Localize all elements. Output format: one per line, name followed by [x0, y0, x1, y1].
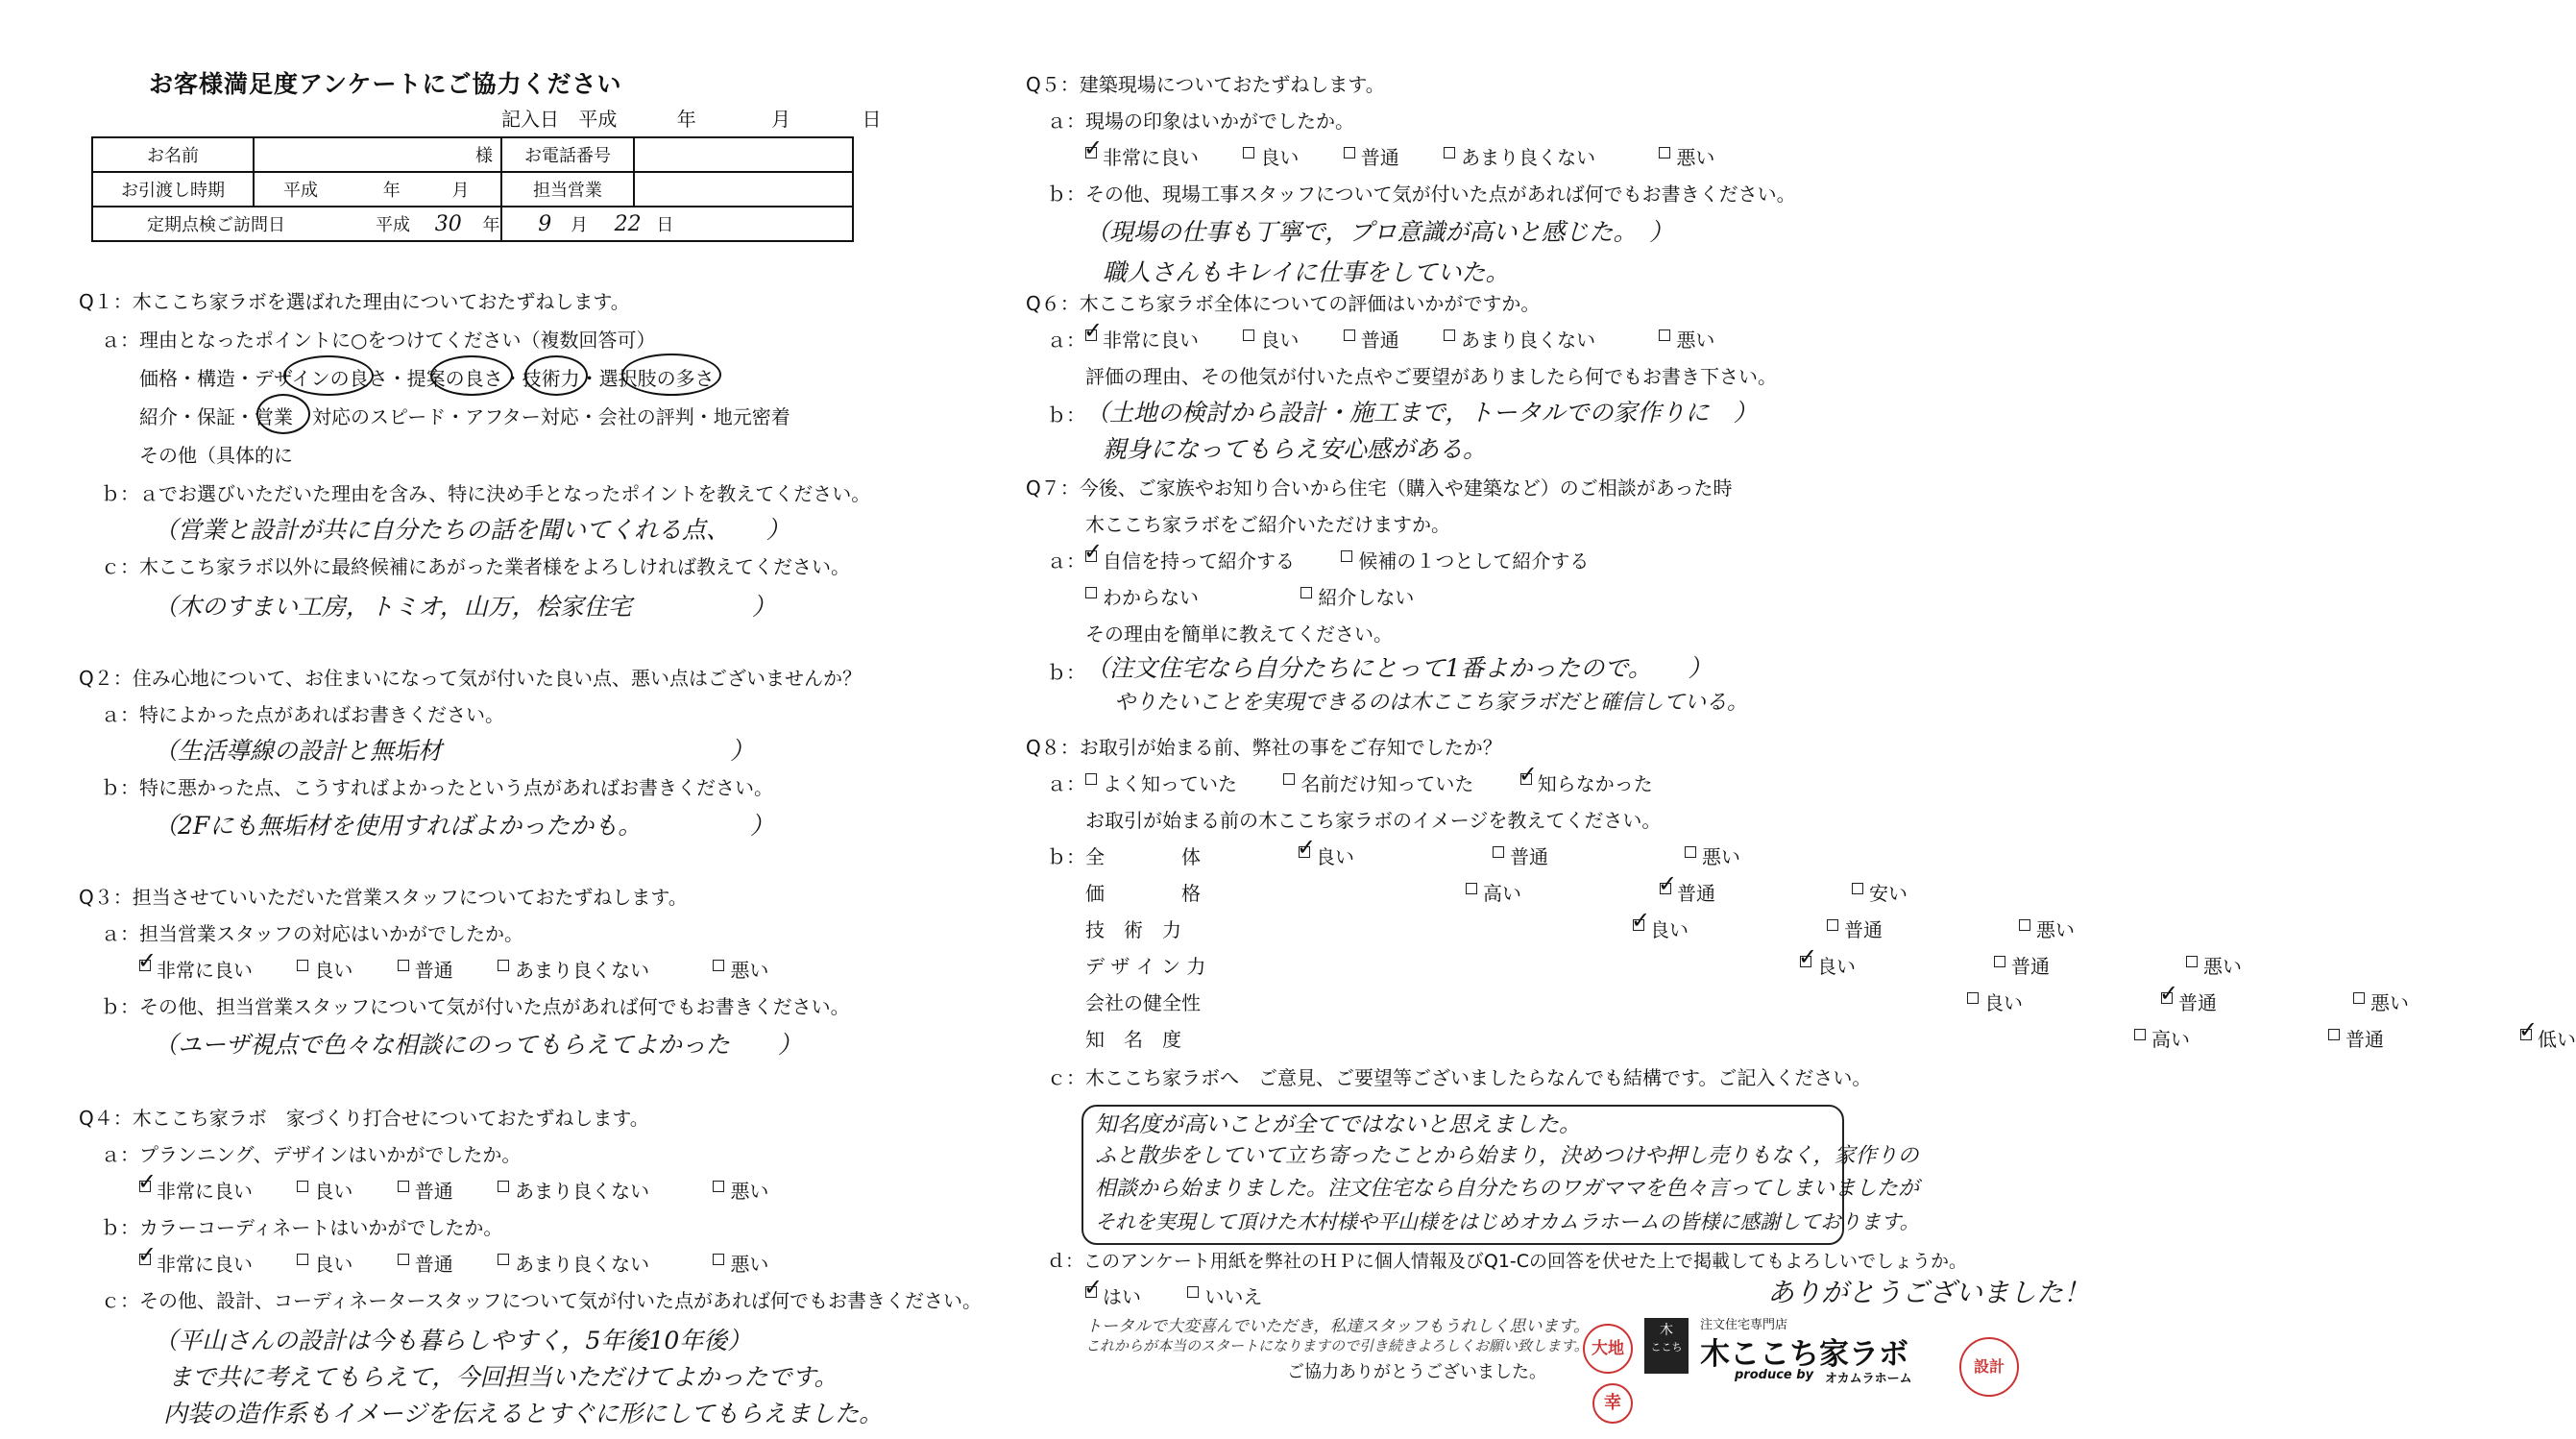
circle-mark-choices: [621, 354, 721, 396]
q8-c-prompt: ｃ：木ここち家ラボへ ご意見、ご要望等ございましたらなんでも結構です。ご記入ください。: [1047, 1066, 1872, 1089]
q6-b-prefix: ｂ：: [1047, 403, 1085, 427]
q2-a-answer: （生活導線の設計と無垢材 ）: [154, 737, 755, 765]
q4-c-answer-line2: まで共に考えてもらえて，今回担当いただけてよかったです。: [168, 1363, 838, 1391]
q8-row-label: 会社の健全性: [1085, 991, 1201, 1014]
q6-opt-good[interactable]: 良い: [1243, 325, 1299, 353]
q8-row-option[interactable]: 良い ✓: [1800, 951, 1856, 979]
q3-b-prompt: ｂ：その他、担当営業スタッフについて気が付いた点があれば何でもお書きください。: [101, 995, 850, 1018]
date-label: 記入日: [501, 108, 559, 131]
q4a-opt-bad[interactable]: 悪い: [713, 1176, 768, 1204]
q8-row-option[interactable]: 悪い: [2019, 915, 2075, 942]
date-month: 月: [771, 108, 791, 131]
q4a-opt-not-good[interactable]: あまり良くない: [498, 1176, 649, 1204]
q4-b-rating-options: [139, 1249, 768, 1277]
q8d-opt-yes[interactable]: はい ✓: [1085, 1281, 1141, 1309]
q8-c-answer-line2: ふと散歩をしていて立ち寄ったことから始まり，決めつけや押し売りもなく，家作りの: [1095, 1144, 1919, 1168]
q7-question-line1: Q７：今後、ご家族やお知り合いから住宅（購入や建築など）のご相談があった時: [1026, 476, 1733, 500]
name-label: お名前: [92, 137, 254, 172]
inspection-label: 定期点検ご訪問日: [147, 215, 285, 235]
q5-opt-very-good[interactable]: 非常に良い ✓: [1085, 142, 1199, 170]
q4-c-prompt: ｃ：その他、設計、コーディネータースタッフについて気が付いた点があれば何でもお書きください。: [101, 1289, 982, 1312]
q7-options-row1: [1085, 546, 1589, 573]
q8-row-option[interactable]: 普通 ✓: [1660, 878, 1715, 906]
q8-row-option[interactable]: 良い ✓: [1633, 915, 1689, 942]
q8-row-option[interactable]: 高い: [2134, 1024, 2190, 1052]
q3-opt-very-good[interactable]: 非常に良い ✓: [139, 955, 253, 983]
q2-a-prompt: ａ：特によかった点があればお書きください。: [101, 703, 504, 726]
q1-b-prompt: ｂ：ａでお選びいただいた理由を含み、特に決め手となったポイントを教えてください。: [101, 482, 871, 505]
q2-b-answer: （2Fにも無垢材を使用すればよかったかも。 ）: [154, 812, 774, 840]
q5-opt-not-good[interactable]: あまり良くない: [1444, 142, 1595, 170]
q8-row-label: 全 体: [1085, 845, 1201, 868]
q5-b-answer-line2: 職人さんもキレイに仕事をしていた。: [1103, 258, 1510, 286]
q4b-opt-normal[interactable]: 普通: [398, 1249, 453, 1277]
q2-b-prompt: ｂ：特に悪かった点、こうすればよかったという点があればお書きください。: [101, 776, 773, 799]
q4b-opt-very-good[interactable]: 非常に良い ✓: [139, 1249, 253, 1277]
q5-opt-bad[interactable]: 悪い: [1659, 142, 1714, 170]
q8-question: Q８：お取引が始まる前、弊社の事をご存知でしたか？: [1026, 736, 1502, 759]
q7-opt-unknown[interactable]: わからない: [1085, 582, 1199, 610]
q8-b-prefix: ｂ：: [1047, 845, 1085, 868]
q7-question-line2: 木ここち家ラボをご紹介いただけますか。: [1085, 513, 1450, 536]
inspection-day-value: 22: [614, 212, 642, 236]
q7-opt-no[interactable]: 紹介しない: [1300, 582, 1414, 610]
q5-question: Q５：建築現場についておたずねします。: [1026, 73, 1385, 96]
stamp-sekkei: 設計: [1959, 1337, 2019, 1397]
q4-a-rating-options: [139, 1176, 768, 1204]
q8-row-label: 技 術 力: [1085, 918, 1181, 941]
q4a-opt-good[interactable]: 良い: [297, 1176, 352, 1204]
inspection-row: [92, 207, 501, 241]
name-field: 様: [254, 137, 501, 172]
q5-opt-good[interactable]: 良い: [1243, 142, 1299, 170]
q6-reason-prompt: 評価の理由、その他気が付いた点やご要望がありましたら何でもお書き下さい。: [1085, 365, 1777, 388]
q8-row-label: デ ザ イ ン 力: [1085, 955, 1206, 978]
q3-a-prompt: ａ：担当営業スタッフの対応はいかがでしたか。: [101, 922, 523, 945]
q8-d-options: [1085, 1281, 1262, 1309]
staff-reply-line3: ご協力ありがとうございました。: [1287, 1362, 1546, 1382]
q7-b-answer-line1: （注文住宅なら自分たちにとって1番よかったので。 ）: [1085, 654, 1713, 682]
q6-opt-normal[interactable]: 普通: [1344, 325, 1399, 353]
circle-mark-sales: [256, 394, 310, 434]
q8-row-option[interactable]: 悪い: [1685, 841, 1740, 869]
q6-opt-not-good[interactable]: あまり良くない: [1444, 325, 1595, 353]
logo-company: オカムラホーム: [1825, 1372, 1912, 1386]
date-year: 年: [676, 108, 696, 131]
q3-rating-options: [139, 955, 768, 983]
inspection-month-value: 9: [538, 212, 552, 236]
q7-a-prefix: ａ：: [1047, 549, 1085, 573]
q8-c-answer-line3: 相談から始まりました。注文住宅なら自分たちのワガママを色々言ってしまいましたが: [1095, 1177, 1920, 1201]
staff-reply-line1: トータルで大変喜んでいただき，私達スタッフもうれしく思います。: [1085, 1317, 1590, 1336]
q1-a-prompt: ａ：理由となったポイントに○をつけてください（複数回答可）: [101, 329, 656, 352]
circle-mark-tech: [524, 355, 588, 396]
date-era: 平成: [578, 108, 618, 131]
q4b-opt-good[interactable]: 良い: [297, 1249, 352, 1277]
q1-b-answer: （営業と設計が共に自分たちの話を聞いてくれる点、 ）: [154, 516, 790, 544]
logo-name: 木ここち家ラボ: [1700, 1337, 1908, 1372]
staff-reply-line2: これからが本当のスタートになりますので引き続きよろしくお願い致します。: [1085, 1337, 1589, 1354]
q8-row-option[interactable]: 普通: [1493, 841, 1548, 869]
q8-row-label: 知 名 度: [1085, 1028, 1181, 1051]
handover-field: 平成 年 月: [254, 172, 501, 207]
q8-a-prefix: ａ：: [1047, 772, 1085, 795]
q4-a-prompt: ａ：プランニング、デザインはいかがでしたか。: [101, 1143, 522, 1166]
q8-d-handwritten-thanks: ありがとうございました！: [1767, 1277, 2091, 1308]
q8-row-option[interactable]: 普通 ✓: [2161, 988, 2217, 1015]
stamp-daichi: 大地: [1583, 1324, 1633, 1374]
inspection-year-value: 30: [434, 212, 462, 236]
q6-rating-options: [1085, 325, 1714, 353]
q4-question: Q４：木ここち家ラボ 家づくり打合せについておたずねします。: [79, 1107, 649, 1130]
q3-opt-not-good[interactable]: あまり良くない: [498, 955, 649, 983]
q4b-opt-not-good[interactable]: あまり良くない: [498, 1249, 649, 1277]
q8a-opt-name-only[interactable]: 名前だけ知っていた: [1283, 768, 1473, 796]
q1-c-prompt: ｃ：木ここち家ラボ以外に最終候補にあがった業者様をよろしければ教えてください。: [101, 555, 850, 578]
q5-b-prompt: ｂ：その他、現場工事スタッフについて気が付いた点があれば何でもお書きください。: [1047, 183, 1796, 206]
q6-question: Q６：木ここち家ラボ全体についての評価はいかがですか。: [1026, 292, 1541, 315]
q8-row-option[interactable]: 安い: [1852, 878, 1908, 906]
q5-a-prompt: ａ：現場の印象はいかがでしたか。: [1047, 110, 1354, 133]
q7-b-prefix: ｂ：: [1047, 661, 1085, 684]
q1-options-line3: その他（具体的に: [139, 444, 293, 467]
q4-b-prompt: ｂ：カラーコーディネートはいかがでしたか。: [101, 1216, 503, 1239]
q6-b-answer-line2: 親身になってもらえ安心感がある。: [1103, 435, 1488, 463]
q8a-opt-well-known[interactable]: よく知っていた: [1085, 768, 1237, 796]
date-line: [501, 104, 881, 132]
q8-row-option[interactable]: 良い ✓: [1299, 841, 1354, 869]
circle-mark-design: [283, 355, 374, 396]
q8-row-option[interactable]: 悪い: [2186, 951, 2242, 979]
q5-opt-normal[interactable]: 普通: [1344, 142, 1399, 170]
q4-c-answer-line3: 内装の造作系もイメージを伝えるとすぐに形にしてもらえました。: [163, 1400, 884, 1427]
q8-row-option[interactable]: 悪い: [2353, 988, 2409, 1015]
q8-row-option[interactable]: 良い: [1967, 988, 2023, 1015]
q7-b-answer-line2: やりたいことを実現できるのは木ここち家ラボだと確信している。: [1114, 691, 1749, 715]
q7-opt-candidate[interactable]: 候補の１つとして紹介する: [1341, 546, 1589, 573]
inspection-date: 平成 30 年 9 月 22 日: [501, 207, 853, 241]
q7-options-row2: [1085, 582, 1414, 610]
q3-opt-bad[interactable]: 悪い: [713, 955, 768, 983]
q2-question: Q２：住み心地について、お住まいになって気が付いた良い点、悪い点はございませんか？: [79, 667, 862, 690]
stamp-sachi: 幸: [1592, 1383, 1633, 1424]
q4a-opt-very-good[interactable]: 非常に良い ✓: [139, 1176, 253, 1204]
q8-row-option[interactable]: 普通: [1827, 915, 1883, 942]
q8-row-option[interactable]: 普通: [1994, 951, 2050, 979]
q8-c-answer-line4: それを実現して頂けた木村様や平山様をはじめオカムラホームの皆様に感謝しております。: [1095, 1210, 1920, 1233]
phone-field: [634, 137, 853, 172]
q8-d-prompt: ｄ：このアンケート用紙を弊社のＨＰに個人情報及びQ1-Cの回答を伏せた上で掲載してもよろしいでしょうか。: [1047, 1251, 1968, 1272]
q3-opt-normal[interactable]: 普通: [398, 955, 453, 983]
q8-row-label: 価 格: [1085, 882, 1201, 905]
q1-question: Q１：木ここち家ラボを選ばれた理由についておたずねします。: [79, 290, 630, 313]
brand-mark-icon: 木 ここち: [1644, 1318, 1689, 1374]
q5-rating-options: [1085, 142, 1714, 170]
sales-field: [634, 172, 853, 207]
q1-c-answer: （木のすまい工房，トミオ，山万，桧家住宅 ）: [154, 593, 776, 621]
q7-b-prompt: その理由を簡単に教えてください。: [1085, 622, 1393, 646]
q8-c-answer-line1: 知名度が高いことが全てではないと思えました。: [1095, 1112, 1581, 1137]
q7-opt-confident[interactable]: 自信を持って紹介する ✓: [1085, 546, 1295, 573]
q4b-opt-bad[interactable]: 悪い: [713, 1249, 768, 1277]
q8-row-option[interactable]: 低い ✓: [2520, 1024, 2576, 1052]
q8-row-option[interactable]: 高い: [1466, 878, 1521, 906]
q8-a-options: [1085, 768, 1653, 796]
sales-label: 担当営業: [501, 172, 634, 207]
logo-produce-by: produce by: [1735, 1368, 1814, 1382]
q1-options-line2: 紹介・保証・営業 対応のスピード・アフター対応・会社の評判・地元密着: [139, 405, 790, 428]
q4-c-answer-line1: （平山さんの設計は今も暮らしやすく，5年後10年後）: [154, 1327, 752, 1354]
q8-b-prompt: お取引が始まる前の木ここち家ラボのイメージを教えてください。: [1085, 809, 1662, 832]
q3-opt-good[interactable]: 良い: [297, 955, 352, 983]
q8a-opt-unknown[interactable]: 知らなかった ✓: [1520, 768, 1653, 796]
q8d-opt-no[interactable]: いいえ: [1187, 1281, 1262, 1309]
handover-label: お引渡し時期: [92, 172, 254, 207]
customer-info-table: [91, 136, 854, 242]
q3-b-answer: （ユーザ視点で色々な相談にのってもらえてよかった ）: [154, 1031, 802, 1059]
q8-row-option[interactable]: 普通: [2328, 1024, 2384, 1052]
date-day: 日: [862, 108, 882, 131]
page-title: お客様満足度アンケートにご協力ください: [149, 70, 622, 98]
phone-label: お電話番号: [501, 137, 634, 172]
q6-a-prefix: ａ：: [1047, 329, 1085, 352]
logo-tagline: 注文住宅専門店: [1700, 1318, 1788, 1332]
q6-opt-very-good[interactable]: 非常に良い ✓: [1085, 325, 1199, 353]
circle-mark-proposal: [430, 355, 513, 396]
q6-b-answer-line1: （土地の検討から設計・施工まで，トータルでの家作りに ）: [1085, 399, 1758, 427]
q1-options-line1: 価格・構造・デザインの良さ・提案の良さ・技術力・選択肢の多さ: [139, 367, 715, 390]
q4a-opt-normal[interactable]: 普通: [398, 1176, 453, 1204]
q6-opt-bad[interactable]: 悪い: [1659, 325, 1714, 353]
q5-b-answer-line1: （現場の仕事も丁寧で，プロ意識が高いと感じた。 ）: [1085, 218, 1674, 246]
q3-question: Q３：担当させていいただいた営業スタッフについておたずねします。: [79, 886, 688, 909]
